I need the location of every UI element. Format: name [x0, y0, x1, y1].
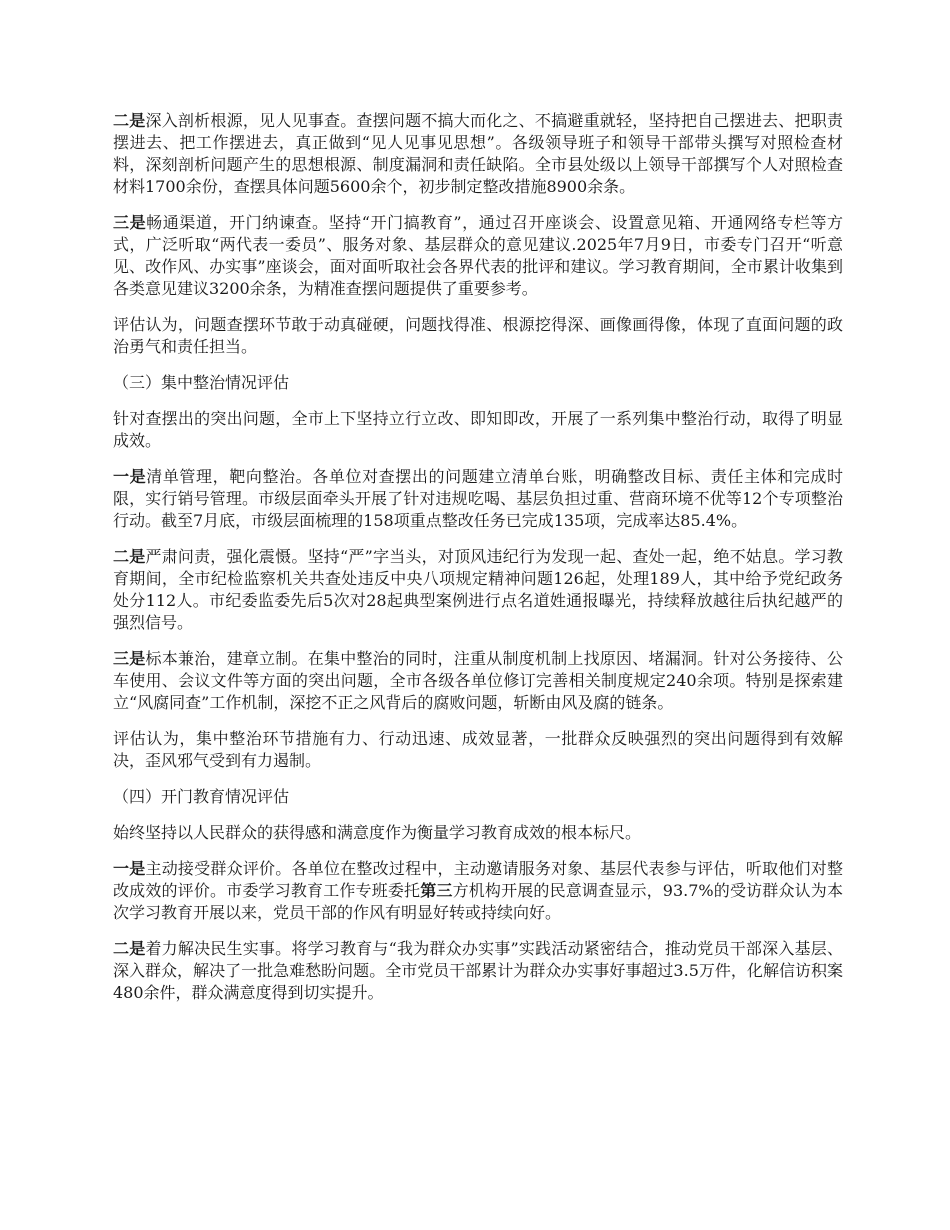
paragraph-first-public-evaluation [113, 858, 843, 924]
paragraph-assessment-rectification [113, 728, 843, 772]
paragraph-first-list-management [113, 466, 843, 532]
paragraph-text: 评估认为，集中整治环节措施有力、行动迅速、成效显著，一批群众反映强烈的突出问题得到有效解决，歪风邪气受到有力遏制。 [113, 729, 843, 770]
document-body [113, 110, 843, 1018]
paragraph-text: 标本兼治，建章立制。在集中整治的同时，注重从制度机制上找原因、堵漏洞。针对公务接待、公车使用、会议文件等方面的突出问题，全市各级各单位修订完善相关制度规定240余项。特别是探索建立“风腐同查”工作机制，深挖不正之风背后的腐败问题，斩断由风及腐的链条。 [113, 649, 843, 712]
paragraph-text: 针对查摆出的突出问题，全市上下坚持立行立改、即知即改，开展了一系列集中整治行动，取得了明显成效。 [113, 409, 843, 450]
paragraph-lead: 一是 [113, 859, 146, 878]
paragraph-open-education-intro [113, 822, 843, 844]
paragraph-lead: 三是 [113, 213, 147, 232]
paragraph-text: 严肃问责，强化震慑。坚持“严”字当头，对顶风违纪行为发现一起、查处一起，绝不姑息。学习教育期间，全市纪检监察机关共查处违反中央八项规定精神问题126起，处理189人，其中给予党纪政务处分112人。市纪委监委先后5次对28起典型案例进行点名道姓通报曝光，持续释放越往后执纪越严的强烈信号。 [113, 547, 843, 632]
section-heading-focused-rectification: （三）集中整治情况评估 [113, 373, 290, 392]
paragraph-lead: 一是 [113, 467, 147, 486]
paragraph-text: 深入剖析根源，见人见事查。查摆问题不搞大而化之、不搞避重就轻，坚持把自己摆进去、把职责摆进去、把工作摆进去，真正做到“见人见事见思想”。各级领导班子和领导干部带头撰写对照检查材料，深刻剖析问题产生的思想根源、制度漏洞和责任缺陷。全市县处级以上领导干部撰写个人对照检查材料1700余份，查摆具体问题5600余个，初步制定整改措施8900余条。 [113, 111, 843, 196]
paragraph-third-open-channels [113, 212, 843, 300]
paragraph-text: 着力解决民生实事。将学习教育与“我为群众办实事”实践活动紧密结合，推动党员干部深入基层、深入群众，解决了一批急难愁盼问题。全市党员干部累计为群众办实事好事超过3.5万件，化解信访积案480余件，群众满意度得到切实提升。 [113, 939, 843, 1002]
paragraph-lead: 二是 [113, 111, 146, 130]
paragraph-assessment-problem-finding [113, 314, 843, 358]
paragraph-text: 清单管理，靶向整治。各单位对查摆出的问题建立清单台账，明确整改目标、责任主体和完成时限，实行销号管理。市级层面牵头开展了针对违规吃喝、基层负担过重、营商环境不优等12个专项整治行动。截至7月底，市级层面梳理的158项重点整改任务已完成135项，完成率达85.4%。 [113, 467, 843, 530]
paragraph-text: 方机构开展的民意调查显示，93.7%的受访群众认为本次学习教育开展以来，党员干部的作风有明显好转或持续向好。 [113, 881, 843, 922]
paragraph-text: 始终坚持以人民群众的获得感和满意度作为衡量学习教育成效的根本标尺。 [113, 823, 642, 842]
paragraph-lead: 二是 [113, 547, 146, 566]
paragraph-second-root-analysis [113, 110, 843, 198]
paragraph-second-accountability [113, 546, 843, 634]
section-heading-open-education: （四）开门教育情况评估 [113, 787, 290, 806]
paragraph-second-livelihood-matters [113, 938, 843, 1004]
paragraph-text: 畅通渠道，开门纳谏查。坚持“开门搞教育”，通过召开座谈会、设置意见箱、开通网络专栏等方式，广泛听取“两代表一委员”、服务对象、基层群众的意见建议.2025年7月9日，市委专门召开“听意见、改作风、办实事”座谈会，面对面听取社会各界代表的批评和建议。学习教育期间，全市累计收集到各类意见建议3200余条，为精准查摆问题提供了重要参考。 [113, 213, 843, 298]
paragraph-inline-bold: 第三 [420, 881, 453, 900]
paragraph-text: 主动接受群众评价。各单位在整改过程中，主动邀请服务对象、基层代表参与评估，听取他们对整改成效的评价。市委学习教育工作专班委托 [113, 859, 843, 900]
paragraph-lead: 三是 [113, 649, 146, 668]
paragraph-lead: 二是 [113, 939, 146, 958]
paragraph-text: 评估认为，问题查摆环节敢于动真碰硬，问题找得准、根源挖得深、画像画得像，体现了直面问题的政治勇气和责任担当。 [113, 315, 843, 356]
paragraph-third-institution-building [113, 648, 843, 714]
paragraph-rectification-intro [113, 408, 843, 452]
